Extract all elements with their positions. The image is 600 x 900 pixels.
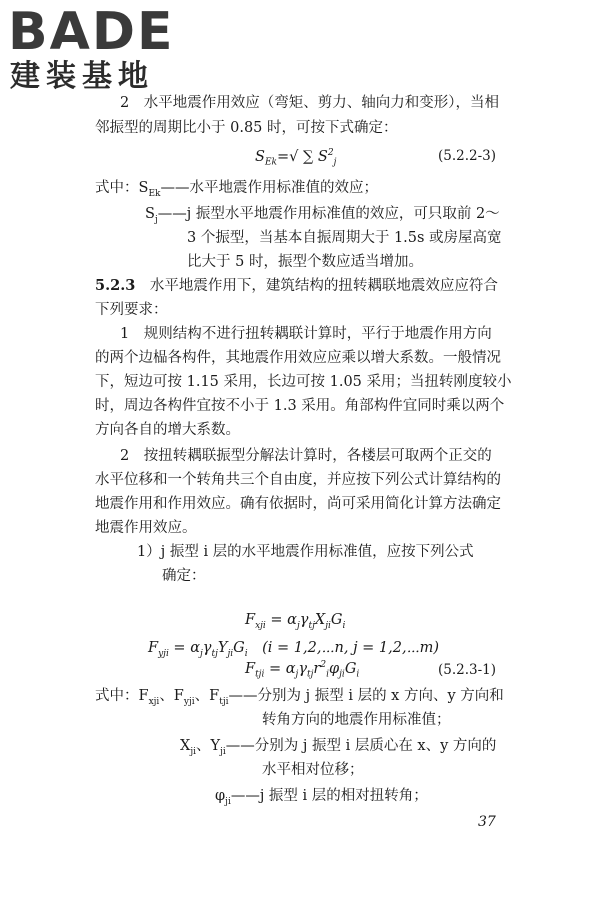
para-line: 下列要求： xyxy=(95,302,168,318)
definition-line: 3 个振型，当基本自振周期大于 1.5s 或房屋高宽 xyxy=(187,230,502,246)
para-line: 地震作用效应。 xyxy=(95,520,197,536)
equation-fx: $F_{xji} = \alpha_j\gamma_{tj}X_{ji}G_i$ xyxy=(245,612,346,631)
definition-line: $X_{ji}$、$Y_{ji}——$分别为 j 振型 i 层质心在 x、y 方向的 xyxy=(180,738,497,757)
equation-number: (5.2.3-1) xyxy=(438,662,497,678)
equation-5-2-2-3: $S_{Ek}=√$ ∑ $S^2_j$ xyxy=(255,148,337,168)
para-line: 确定： xyxy=(162,568,206,584)
definition-line: 水平相对位移； xyxy=(262,762,364,778)
logo-subtitle: 建装基地 xyxy=(10,59,154,94)
para-line: 1 规则结构不进行扭转耦联计算时，平行于地震作用方向 xyxy=(120,326,492,342)
equation-number: (5.2.2-3) xyxy=(438,148,497,164)
definition-line: 式中：$F_{xji}$、$F_{yji}$、$F_{tji}——$分别为 j 振型 i 层的 x 方向、y 方向和 xyxy=(95,688,504,707)
page-number: 37 xyxy=(478,814,496,830)
logo-wordmark: BADE xyxy=(8,2,175,62)
definition-line: $S_j——j$ 振型水平地震作用标准值的效应，可只取前 2～ xyxy=(145,206,500,225)
definition-line: 式中：$S_{Ek}——$水平地震作用标准值的效应； xyxy=(95,180,378,199)
section-heading-line: 5.2.3 水平地震作用下，建筑结构的扭转耦联地震效应应符合 xyxy=(95,277,498,294)
para-line: 地震作用和作用效应。确有依据时，尚可采用简化计算方法确定 xyxy=(95,496,501,512)
brand-logo xyxy=(8,2,178,98)
definition-line: $\varphi_{ji}——j$ 振型 i 层的相对扭转角； xyxy=(215,788,428,807)
definition-line: 转角方向的地震作用标准值； xyxy=(262,712,451,728)
para-line: 的两个边榀各构件，其地震作用效应应乘以增大系数。一般情况 xyxy=(95,350,501,366)
definition-line: 比大于 5 时，振型个数应适当增加。 xyxy=(187,254,423,270)
para-line: 下，短边可按 1.15 采用，长边可按 1.05 采用；当扭转刚度较小 xyxy=(95,374,512,390)
para-line: 水平位移和一个转角共三个自由度，并应按下列公式计算结构的 xyxy=(95,472,501,488)
para-line: 2 水平地震作用效应（弯矩、剪力、轴向力和变形），当相 xyxy=(120,95,499,111)
equation-fy: $F_{yji} = \alpha_j\gamma_{tj}Y_{ji}G_i$ (i = 1,2,⋯n, j = 1,2,⋯m) xyxy=(148,640,440,659)
section-number: 5.2.3 xyxy=(95,277,136,294)
equation-ft: $F_{tji} = \alpha_j\gamma_{tj}r^2_i\varphi_{ji}G_i$ xyxy=(245,660,360,680)
para-line: 2 按扭转耦联振型分解法计算时，各楼层可取两个正交的 xyxy=(120,448,492,464)
para-line: 方向各自的增大系数。 xyxy=(95,422,240,438)
para-line: 时，周边各构件宜按不小于 1.3 采用。角部构件宜同时乘以两个 xyxy=(95,398,505,414)
para-line: 邻振型的周期比小于 0.85 时，可按下式确定： xyxy=(95,120,398,136)
para-line: 1）j 振型 i 层的水平地震作用标准值，应按下列公式 xyxy=(137,544,474,560)
